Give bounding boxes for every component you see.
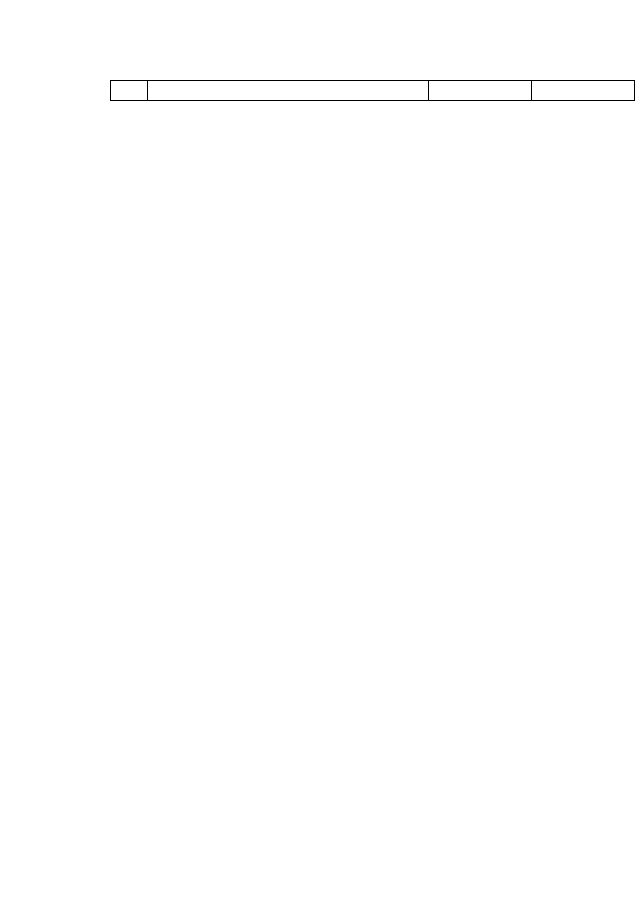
table-body xyxy=(0,102,640,119)
header-cell-3 xyxy=(429,81,532,101)
header-cell-2 xyxy=(148,81,429,101)
header-cell-4 xyxy=(532,81,635,101)
header-cell-1 xyxy=(111,81,148,101)
note-paragraph xyxy=(0,102,640,116)
table-header xyxy=(110,80,635,101)
